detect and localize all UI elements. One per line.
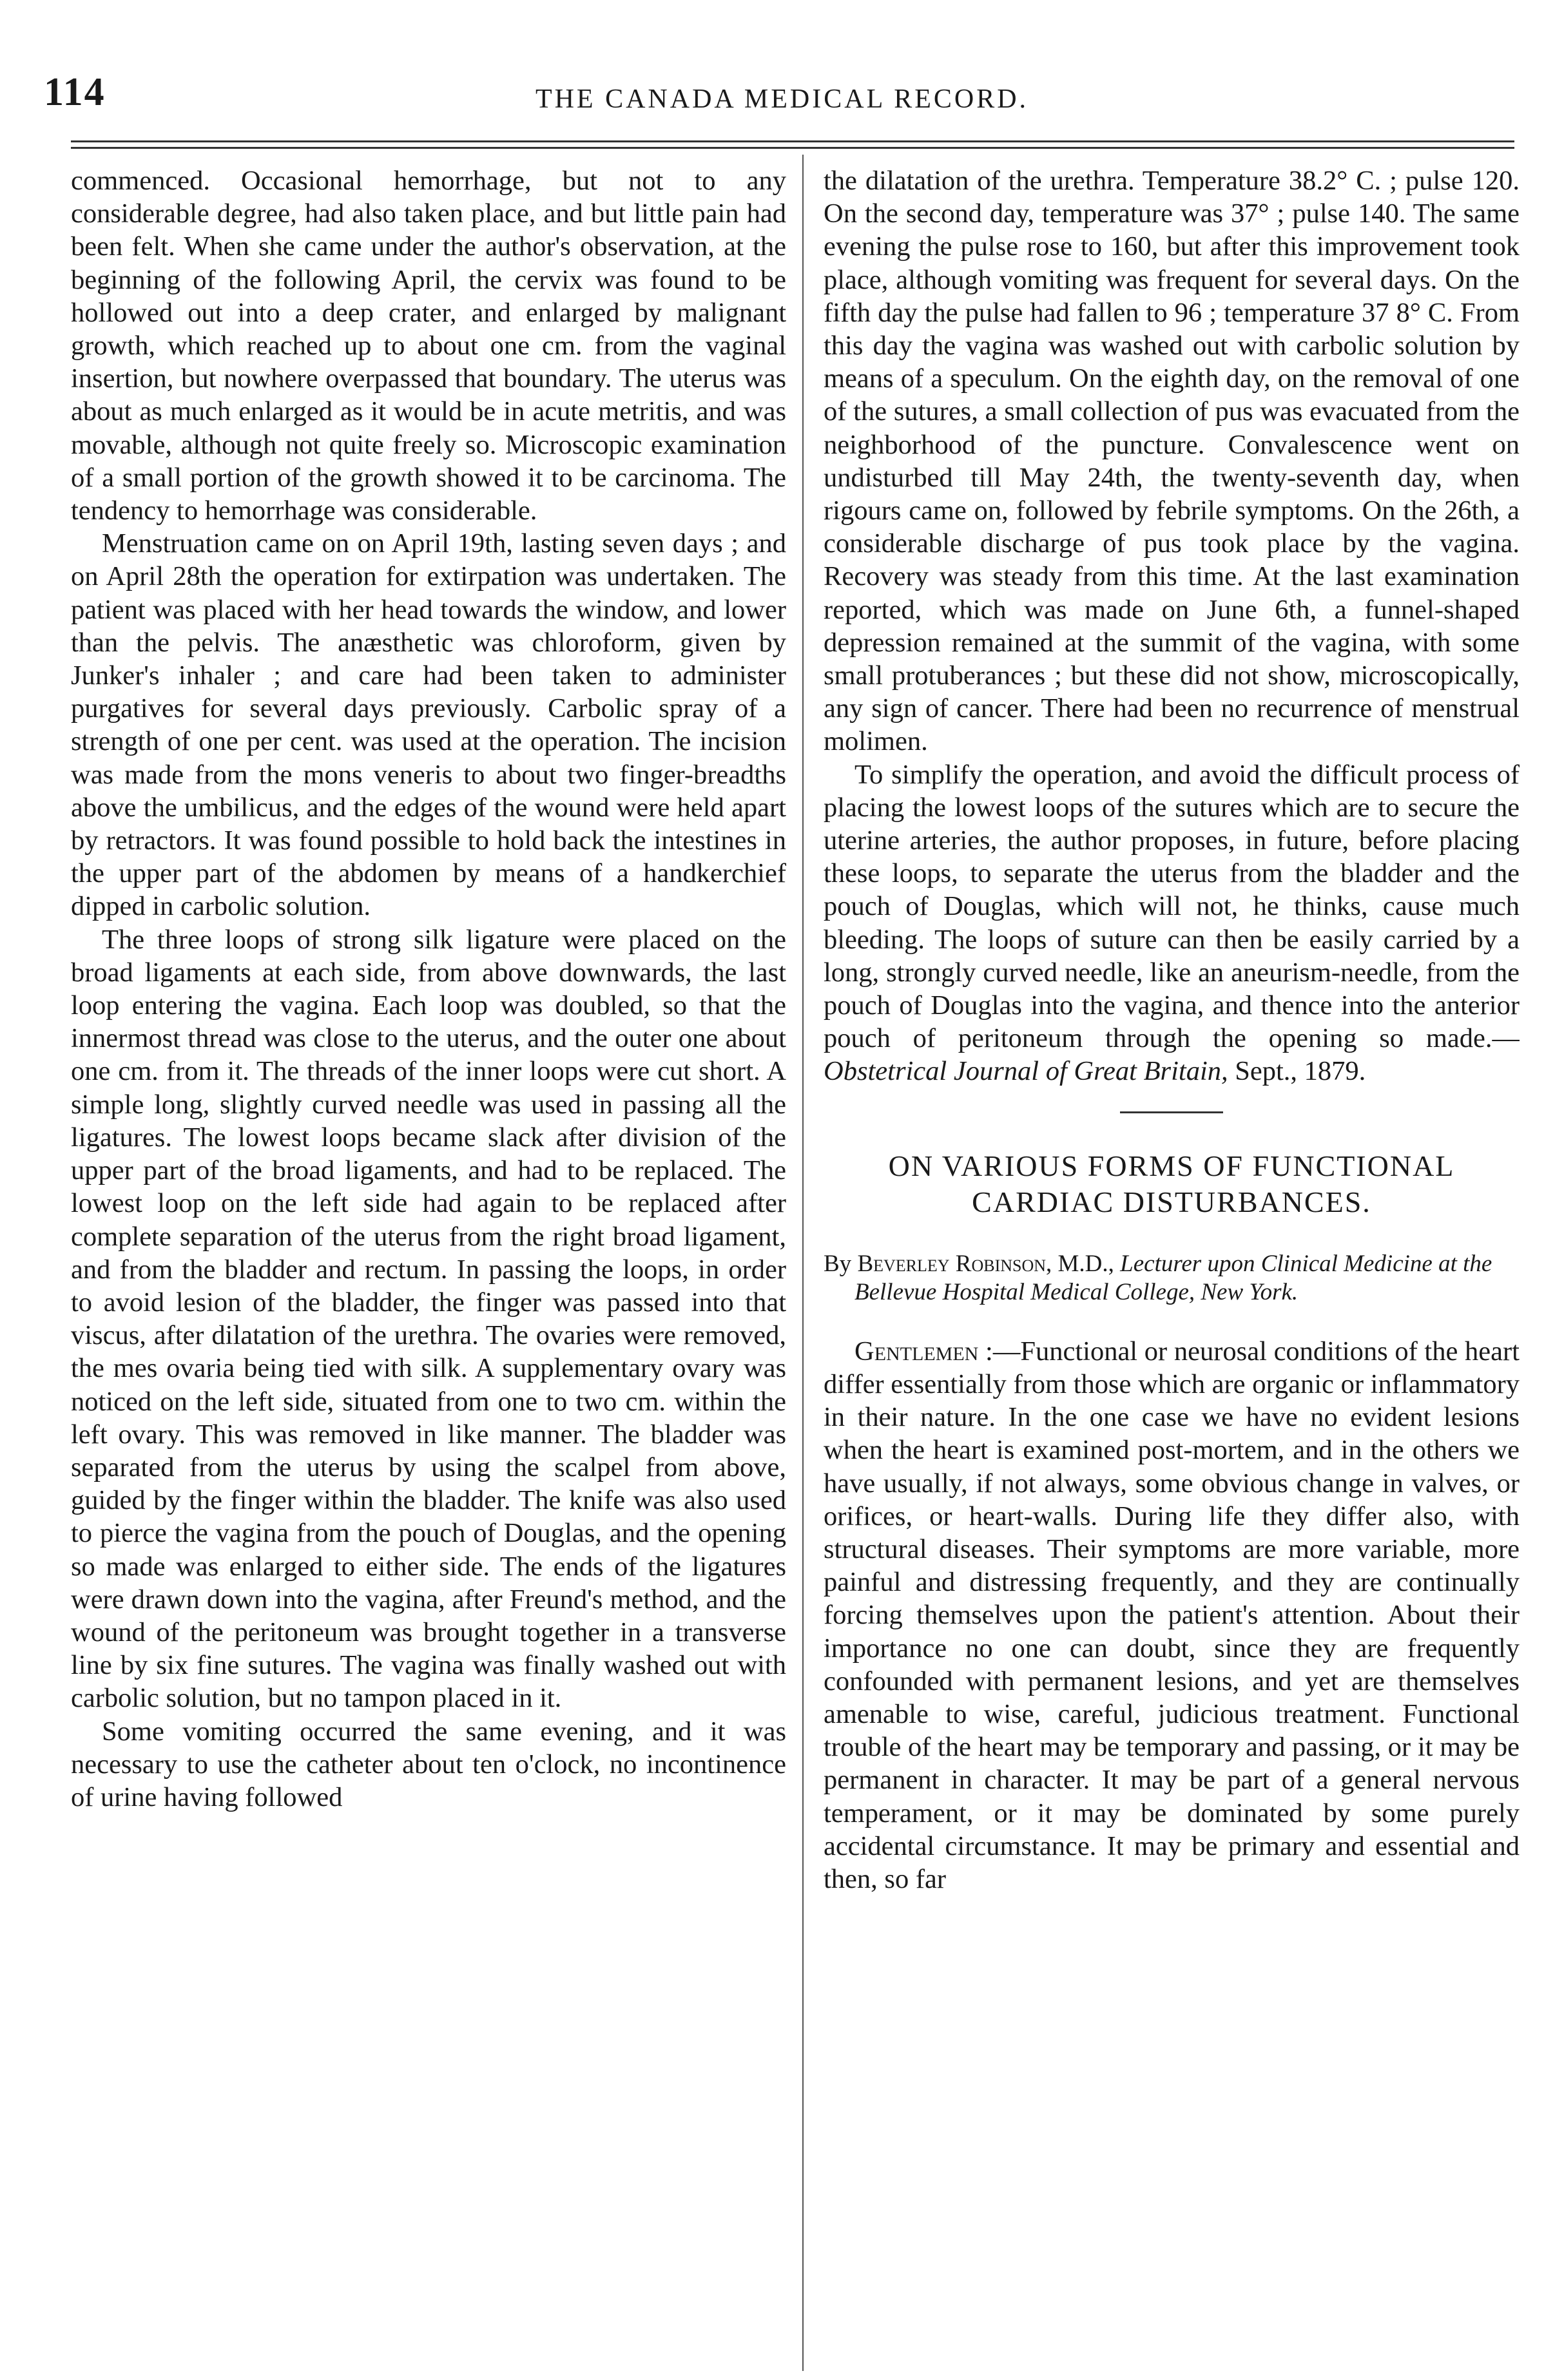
right-column — [824, 164, 1520, 2368]
paragraph-with-citation — [824, 758, 1520, 1088]
byline — [824, 1250, 1520, 1307]
byline-author: Beverley Robinson, M.D., — [857, 1250, 1114, 1277]
column-divider — [802, 155, 804, 2371]
byline-affiliation: Lecturer upon Clinical Medicine at the Bellevue Hospital Medical College, New York. — [854, 1250, 1492, 1305]
article-title: ON VARIOUS FORMS OF FUNCTIONAL CARDIAC DISTURBANCES. — [888, 1149, 1455, 1218]
salutation: Gentlemen — [854, 1336, 979, 1367]
left-column — [71, 164, 786, 2368]
running-title: THE CANADA MEDICAL RECORD. — [535, 84, 1029, 114]
header-rule-double — [71, 147, 1514, 149]
citation-source: Obstetrical Journal of Great Britain, — [824, 1056, 1228, 1087]
byline-prefix: By — [824, 1250, 858, 1277]
paragraph-text: :—Functional or neurosal conditions of the heart differ essentially from those which are organic or inflammatory in their nature. In the one case we have no evident lesions when the heart is examined post-mortem, and in the others we have usually, if not always, some obvious change in valves, or orifices, or heart-walls. During life they differ also, with structural diseases. Their symptoms are more variable, more painful and distressing frequently, and they are continually forcing themselves upon the patient's attention. About their importance no one can doubt, since they are frequently confounded with permanent lesions, and yet are themselves amenable to wise, careful, judicious treatment. Functional trouble of the heart may be temporary and passing, or it may be permanent in character. It may be part of a general nervous temperament, or it may be dominated by some purely accidental circumstance. It may be primary and essential and then, so far — [824, 1336, 1520, 1894]
header-rule — [71, 140, 1514, 142]
paragraph: commenced. Occasional hemorrhage, but not to any considerable degree, had also taken place, and but little pain had been felt. When she came under the author's observation, at the beginning of the following April, the cervix was found to be hollowed out into a deep crater, and enlarged by malignant growth, which reached up to about one cm. from the vaginal insertion, but nowhere overpassed that boundary. The uterus was about as much enlarged as it would be in acute metritis, and was movable, although not quite freely so. Microscopic examination of a small portion of the growth showed it to be carcinoma. The tendency to hemorrhage was considerable. — [71, 166, 786, 526]
paragraph: the dilatation of the urethra. Temperature 38.2° C. ; pulse 120. On the second day, temperature was 37° ; pulse 140. The same evening the pulse rose to 160, but after this improvement took place, although vomiting was frequent for several days. On the fifth day the pulse had fallen to 96 ; temperature 37 8° C. From this day the vagina was washed out with carbolic solution by means of a speculum. On the eighth day, on the removal of one of the sutures, a small collection of pus was evacuated from the neighborhood of the puncture. Convalescence went on undisturbed till May 24th, the twenty-seventh day, when rigours came on, followed by febrile symptoms. On the 26th, a considerable discharge of pus took place by the vagina. Recovery was steady from this time. At the last examination reported, which was made on June 6th, a funnel-shaped depression remained at the summit of the vagina, with some small protuberances ; but these did not show, microscopically, any sign of cancer. There had been no recurrence of menstrual molimen. — [824, 166, 1520, 757]
paragraph: Some vomiting occurred the same evening, and it was necessary to use the catheter about ten o'clock, no incontinence of urine having followed — [71, 1716, 786, 1812]
paragraph: Menstruation came on on April 19th, lasting seven days ; and on April 28th the operation for extirpation was undertaken. The patient was placed with her head towards the window, and lower than the pelvis. The anæsthetic was chloroform, given by Junker's inhaler ; and care had been taken to administer purgatives for several days previously. Carbolic spray of a strength of one per cent. was used at the operation. The incision was made from the mons veneris to about two finger-breadths above the umbilicus, and the edges of the wound were held apart by retractors. It was found possible to hold back the intestines in the upper part of the abdomen by means of a handkerchief dipped in carbolic solution. — [71, 528, 786, 922]
page-number: 114 — [44, 70, 106, 114]
paragraph-text: To simplify the operation, and avoid the difficult process of placing the lowest loops of the sutures which are to secure the uterine arteries, the author proposes, in future, before placing these loops, to separate the uterus from the bladder and the pouch of Douglas, which will not, he thinks, cause much bleeding. The loops of suture can then be easily carried by a long, strongly curved needle, like an aneurism-needle, from the pouch of Douglas into the vagina, and thence into the anterior pouch of peritoneum through the opening so made.— — [824, 759, 1520, 1054]
citation-date: Sept., 1879. — [1228, 1056, 1366, 1087]
section-divider — [1120, 1111, 1223, 1113]
paragraph-lecture — [824, 1335, 1520, 1895]
paragraph: The three loops of strong silk ligature were placed on the broad ligaments at each side, from above downwards, the last loop entering the vagina. Each loop was doubled, so that the innermost thread was close to the uterus, and the outer one about one cm. from it. The threads of the inner loops were cut short. A simple long, slightly curved needle was used in passing all the ligatures. The lowest loops became slack after division of the upper part of the broad ligaments, and had to be replaced. The lowest loop on the left side had again to be replaced after complete separation of the uterus from the right broad ligament, and from the bladder and rectum. In passing the loops, in order to avoid lesion of the bladder, the finger was passed into that viscus, after dilatation of the urethra. The ovaries were removed, the mes ovaria being tied with silk. A supplementary ovary was noticed on the left side, situated from one to two cm. within the left ovary. This was removed in like manner. The bladder was separated from the uterus by using the scalpel from above, guided by the finger within the bladder. The knife was also used to pierce the vagina from the pouch of Douglas, and the opening so made was enlarged to either side. The ends of the ligatures were drawn down into the vagina, after Freund's method, and the wound of the peritoneum was brought together in a transverse line by six fine sutures. The vagina was finally washed out with carbolic solution, but no tampon placed in it. — [71, 924, 786, 1714]
